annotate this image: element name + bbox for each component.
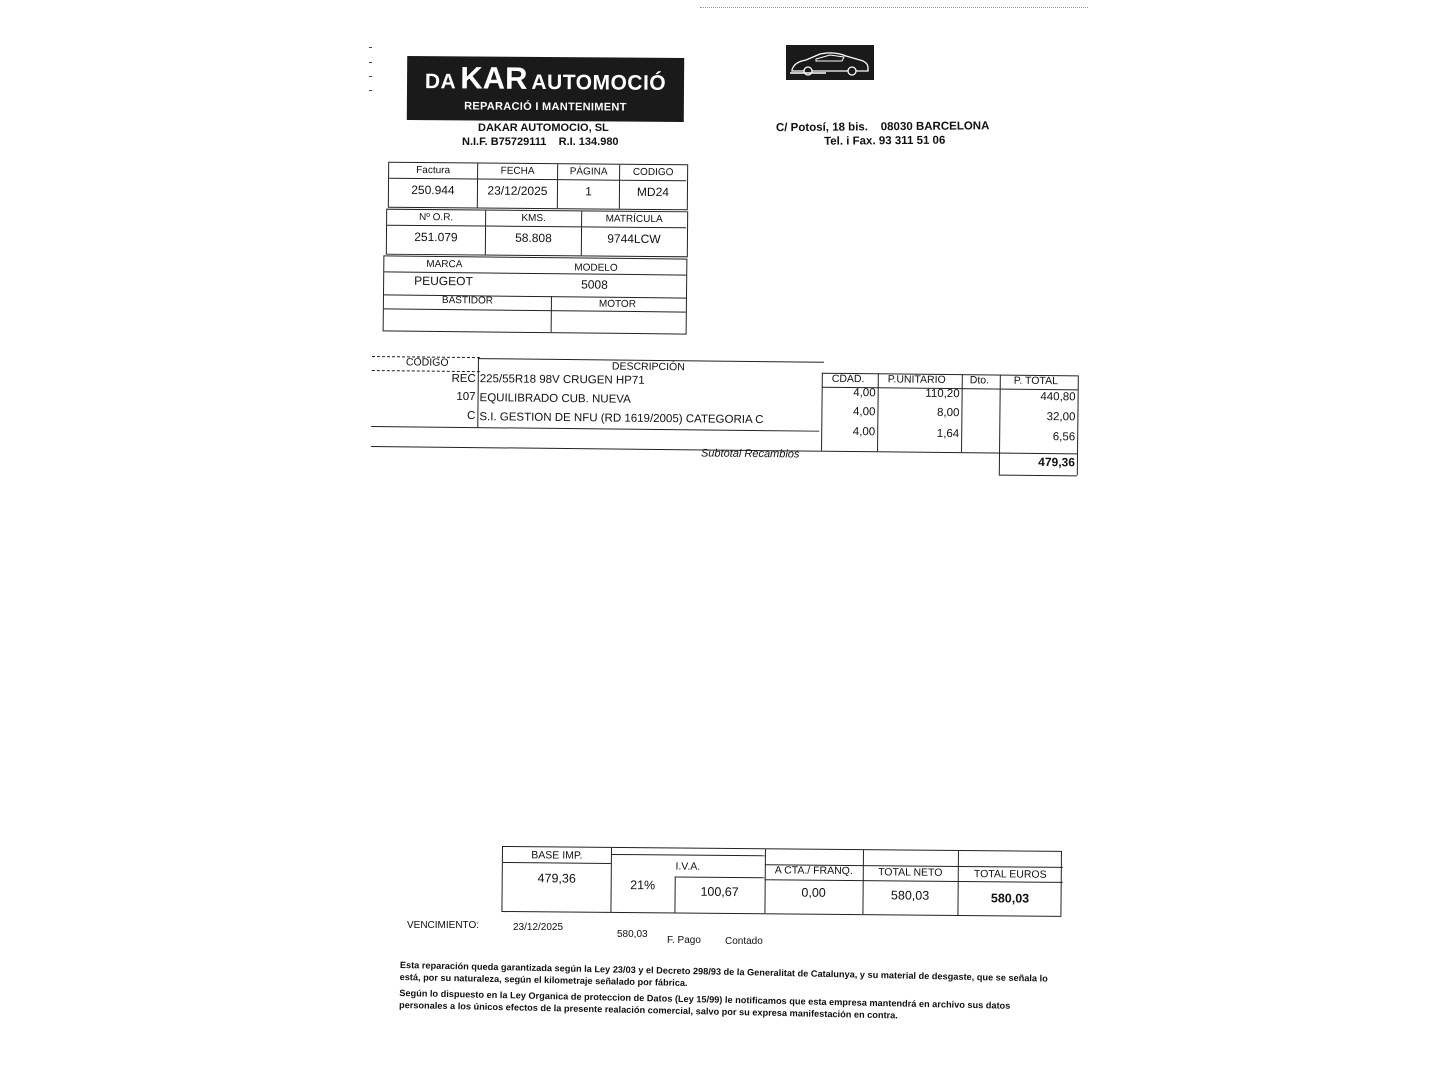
codigo-value: MD24 — [636, 184, 670, 200]
neto-label: TOTAL NETO — [878, 866, 943, 879]
row2-codigo: 107 — [456, 390, 476, 404]
acta-value: 0,00 — [801, 885, 826, 900]
motor-label: MOTOR — [598, 298, 637, 311]
col-descripcion-header: DESCRIPCIÓN — [611, 360, 685, 374]
divider — [611, 854, 765, 856]
acta-label: A CTA./ FRANQ. — [774, 864, 853, 878]
company-logo — [407, 56, 684, 122]
row3-punitario: 1,64 — [936, 427, 960, 441]
col-codigo-header: CÓDIGO — [405, 356, 449, 369]
base-label: BASE IMP. — [531, 849, 583, 862]
subtotal-label: Subtotal Recambios — [700, 447, 800, 461]
divider — [862, 850, 864, 914]
divider — [503, 862, 611, 864]
totals-box — [501, 846, 1062, 917]
phone-line: Tel. i Fax. 93 311 51 06 — [824, 134, 946, 148]
subtotal-value: 479,36 — [1038, 454, 1075, 470]
row2-cdad: 4,00 — [852, 406, 876, 419]
logo-subtitle: REPARACIÓ I MANTENIMENT — [464, 100, 627, 114]
marca-label: MARCA — [426, 258, 463, 271]
col-ptotal-header: P. TOTAL — [1013, 374, 1059, 388]
row1-punitario: 110,20 — [925, 387, 960, 401]
divider — [372, 370, 480, 372]
matricula-value: 9744LCW — [607, 231, 661, 247]
kms-label: KMS. — [486, 211, 581, 228]
scan-mark — [369, 90, 372, 91]
logo-automocio: AUTOMOCIÓ — [531, 70, 667, 95]
divider — [551, 296, 552, 332]
or-label: Nº O.R. — [387, 210, 485, 227]
company-ids: N.I.F. B75729111 R.I. 134.980 — [462, 136, 619, 148]
vencimiento-label: VENCIMIENTO: — [407, 920, 480, 931]
logo-kar: KAR — [460, 60, 528, 96]
legal-footer — [399, 960, 1060, 1030]
col-punitario-header: P.UNITARIO — [887, 373, 946, 387]
factura-label: Factura — [389, 163, 477, 180]
row3-ptotal: 6,56 — [1052, 431, 1076, 444]
factura-cell — [389, 163, 477, 208]
divider — [384, 308, 686, 312]
fecha-value: 23/12/2025 — [487, 183, 548, 199]
modelo-label: MODELO — [574, 262, 618, 274]
items-table — [371, 356, 1080, 483]
fecha-cell — [477, 163, 557, 208]
payment-method-label: F. Pago — [667, 935, 701, 946]
codigo-cell — [619, 165, 686, 210]
row1-codigo: REC — [451, 372, 476, 386]
row2-punitario: 8,00 — [936, 406, 960, 420]
vehicle-box — [383, 255, 688, 334]
vencimiento-date: 23/12/2025 — [513, 922, 564, 933]
kms-cell — [485, 211, 581, 256]
scan-mark — [369, 76, 372, 77]
row3-codigo: C — [467, 409, 476, 423]
modelo-value: 5008 — [581, 277, 608, 292]
row2-ptotal: 32,00 — [1046, 411, 1076, 424]
scan-mark — [369, 47, 372, 48]
divider — [675, 877, 765, 879]
scan-mark — [369, 62, 372, 63]
order-box — [386, 209, 688, 258]
row1-ptotal: 440,80 — [1040, 391, 1076, 404]
company-address — [776, 119, 1036, 149]
euros-label: TOTAL EUROS — [973, 868, 1047, 881]
marca-value: PEUGEOT — [414, 273, 473, 289]
kms-value: 58.808 — [515, 230, 552, 246]
row3-cdad: 4,00 — [852, 426, 876, 439]
matricula-cell — [581, 211, 686, 256]
iva-label: I.V.A. — [675, 860, 701, 873]
bastidor-label: BASTIDOR — [441, 295, 494, 307]
divider — [1077, 375, 1079, 475]
logo-da: DA — [424, 70, 457, 94]
neto-value: 580,03 — [890, 888, 930, 903]
scan-top-line — [700, 7, 1088, 8]
warranty-text: Esta reparación queda garantizada según la Ley 23/03 y el Decreto 298/93 de la Generalitat de Catalunya, y su material de desgaste, que se señala lo está, por su naturaleza, según el kilometraje señalado por fábrica. — [399, 960, 1048, 988]
col-dto-header: Dto. — [969, 374, 990, 387]
divider — [961, 374, 963, 452]
company-name: DAKAR AUTOMOCIO, SL — [478, 122, 609, 134]
pagina-label: PÁGINA — [558, 164, 619, 181]
iva-pct: 21% — [630, 878, 656, 893]
row2-descripcion: EQUILIBRADO CUB. NUEVA — [479, 392, 631, 406]
iva-value: 100,67 — [700, 884, 739, 900]
car-wrench-icon — [786, 45, 874, 80]
base-value: 479,36 — [537, 871, 576, 886]
divider — [999, 475, 1077, 477]
col-cdad-header: CDAD. — [831, 372, 865, 386]
invoice-box — [388, 162, 688, 211]
row3-descripcion: S.I. GESTION DE NFU (RD 1619/2005) CATEGORIA C — [479, 411, 764, 427]
factura-value: 250.944 — [411, 182, 455, 198]
matricula-label: MATRÍCULA — [582, 211, 686, 228]
divider — [764, 849, 766, 913]
codigo-label: CODIGO — [620, 165, 686, 182]
address-line: C/ Potosí, 18 bis. 08030 BARCELONA — [775, 120, 990, 135]
pagina-cell — [557, 164, 619, 209]
payment-method: Contado — [725, 936, 763, 947]
company-info — [462, 121, 702, 149]
row1-descripcion: 225/55R18 98V CRUGEN HP71 — [479, 373, 645, 387]
pagina-value: 1 — [585, 184, 592, 199]
or-cell — [387, 210, 485, 255]
euros-value: 580,03 — [990, 891, 1030, 906]
divider — [371, 426, 819, 432]
divider — [957, 851, 959, 915]
row1-cdad: 4,00 — [853, 387, 876, 400]
or-value: 251.079 — [414, 229, 458, 245]
privacy-text: Según lo dispuesto en la Ley Organica de proteccion de Datos (Ley 15/99) le notificamos que esta empresa mantendrá en archivo sus datos personales a los únicos efectos de la presente realación comercial, salvo por su expresa manifestación en contra. — [398, 987, 1011, 1020]
fecha-label: FECHA — [478, 163, 557, 180]
payment-amount: 580,03 — [617, 929, 648, 940]
